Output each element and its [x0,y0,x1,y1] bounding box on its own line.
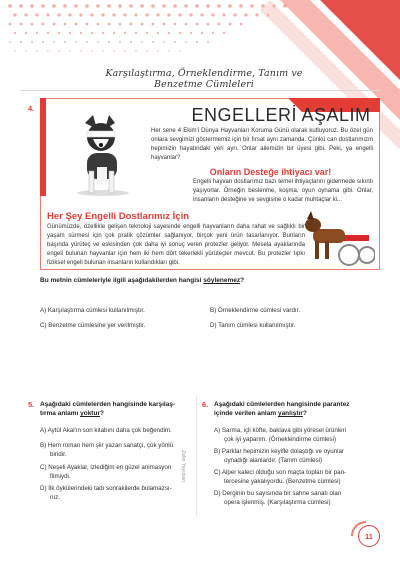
reading-paragraph-3: Günümüzde, özellikle gelişen teknoloji sayesinde engelli hayvanların daha rahat ve sağlıklı bir yaşam sürmesi için çok pratik çözümler sağlanıyor, birçok yeni ürün tasarlanıyor. Bunların başında yürüteç ve eskisinden çok daha iyi sonuç veren protezler geliyor. Mesela ayaklarında engeli bulunan hayvanlar için hem iki hem dört tekerlekli yürüteçler mevcut. Bu protezler tıpkı fiziksel engeli bulunan insanların kullandıkları gibi. [47,224,305,266]
decorative-dot [163,41,165,43]
decorative-dot [86,41,88,43]
q6-option-a[interactable] [214,426,346,444]
q4-option-d[interactable]: D) Tanım cümlesi kullanılmıştır. [210,322,296,329]
decorative-dot [91,32,93,34]
decorative-dot [145,13,148,16]
stem-text: Bu metnin cümleleriyle ilgili aşağıdakilerden hangisi [40,277,204,284]
decorative-dot [200,13,203,16]
decorative-dot [123,13,126,16]
reading-title: ENGELLERİ AŞALIM [191,105,371,125]
decorative-dot [86,23,89,26]
decorative-dot [140,4,144,8]
decorative-dot [223,32,225,34]
question-4-number: 4. [28,104,35,113]
q5-option-b[interactable] [40,441,173,459]
decorative-dot [195,4,199,8]
decorative-dot [97,23,100,26]
decorative-dot [25,32,27,34]
decorative-dot [35,13,38,16]
decorative-dot [80,50,81,51]
stem-punct: ? [240,277,245,284]
decorative-dot [185,41,187,43]
decorative-dot [58,50,59,51]
decorative-dot [129,4,133,8]
decorative-dot [101,13,104,16]
option-line: D) İlk öykülerindeki tadı sonrakilerde bulamazsı- [40,485,172,492]
decorative-dot [201,32,203,34]
stem-line-1: Aşağıdaki cümlelerden hangisinde karşılaş- [40,401,176,408]
decorative-dot [189,13,192,16]
decorative-dot [47,50,48,51]
decorative-dot [124,50,125,51]
decorative-dot [75,41,77,43]
decorative-dot [135,50,136,51]
publisher-vertical-text: Zafer Yayınları [180,450,186,483]
question-6-stem [214,400,384,418]
option-line: tercesine yakalıyordu. (Benzetme cümlesi) [224,478,341,485]
decorative-dot [141,23,144,26]
q4-option-b[interactable]: B) Örneklendirme cümlesi vardır. [210,307,301,314]
decorative-dot [64,41,66,43]
decorative-dot [196,41,198,43]
decorative-dot [53,41,55,43]
decorative-dot [63,4,67,8]
decorative-dot [134,13,137,16]
decorative-dot [184,4,188,8]
reading-subtitle-2: Her Şey Engelli Dostlarımız İçin [47,211,190,222]
decorative-dot [118,4,122,8]
decorative-dot [58,32,60,34]
decorative-dot [156,13,159,16]
decorative-dot [217,4,221,8]
q6-option-b[interactable] [214,447,344,465]
decorative-dot [20,41,22,43]
decorative-dot [146,50,147,51]
decorative-dot [91,50,92,51]
q5-option-c[interactable] [40,463,171,481]
option-line: B) Hem roman hem şiir yazan sanatçı, çok yönlü [40,442,174,449]
decorative-dot [218,23,221,26]
decorative-dot [152,23,155,26]
decorative-dot [14,50,15,51]
page-number: 11 [358,525,380,547]
decorative-dot [80,32,82,34]
decorative-dot [85,4,89,8]
decorative-dot [157,50,158,51]
decorative-dot [250,4,254,8]
decorative-dot [222,13,225,16]
reading-paragraph-1: Her sene 4 Ekim'i Dünya Hayvanları Koruma Günü olarak kutluyoruz. Bu özel gün onlara sevgimizi göstermemiz için bir fırsat aynı zamanda. Çünkü can dostlarımızın hepimizin hayatındaki yeri ayrı. Onlar ailemizin bir üyesi gibi. Peki, ya engelli hayvanlar? [151,128,373,161]
decorative-dot [9,23,12,26]
decorative-dot [190,32,192,34]
q4-option-c[interactable]: C) Benzetme cümlesine yer verilmiştir. [40,322,146,329]
decorative-dot [57,13,60,16]
stem-punct: ? [99,410,104,417]
stem-punct: ? [302,410,307,417]
decorative-dot [233,13,236,16]
decorative-dot [14,32,16,34]
decorative-dot [151,4,155,8]
stem-line-1: Aşağıdaki cümlelerden hangisinde parantez [214,401,350,408]
decorative-dot [69,32,71,34]
decorative-dot [19,4,23,8]
option-line: çok iyi yaparım. (Örneklendirme cümlesi) [224,436,337,443]
decorative-dot [68,13,71,16]
option-line: opera işlenmiş. (Karşılaştırma cümlesi) [224,499,331,506]
decorative-dot [46,13,49,16]
decorative-dot [239,4,243,8]
decorative-dot [178,13,181,16]
decorative-dot [168,32,170,34]
decorative-dot [36,32,38,34]
decorative-dot [31,41,33,43]
decorative-dot [25,50,26,51]
option-line: A) Sarma, içli köfte, baklava gibi yöresel ürünleri [214,427,347,434]
option-line: B) Parklar hepimizin keyifle dolaştığı ve oyunlar [214,448,344,455]
decorative-dot [152,41,154,43]
decorative-dot [157,32,159,34]
decorative-dot [196,23,199,26]
stem-line-2 [40,409,190,418]
option-line: oynadığı alanlardır. (Tanım cümlesi) [224,457,323,464]
decorative-dot [179,32,181,34]
decorative-dot [244,13,247,16]
decorative-dot [24,13,27,16]
option-line: filmiydi. [50,473,71,480]
decorative-dot [130,23,133,26]
decorative-dot [90,13,93,16]
reading-subtitle-1: Onların Desteğe ihtiyacı var! [209,167,332,177]
decorative-dot [135,32,137,34]
decorative-dot [168,50,169,51]
stem-underlined-word: söylenemez [203,277,241,284]
decorative-dot [74,4,78,8]
decorative-dot [206,4,210,8]
option-line: biridir. [50,451,67,458]
stem-underlined-word: yanlıştır [277,410,303,417]
decorative-dot [211,13,214,16]
decorative-dot [229,23,232,26]
decorative-dot [113,32,115,34]
decorative-dot [13,13,16,16]
decorative-dot [79,13,82,16]
decorative-dot [173,4,177,8]
header-divider [20,90,380,91]
decorative-dot [179,50,180,51]
dog-wheelchair-image [305,211,375,267]
decorative-dot [255,13,258,16]
decorative-dot [124,32,126,34]
decorative-dot [212,32,214,34]
decorative-dot [112,13,115,16]
decorative-dot [113,50,114,51]
reading-box [40,98,380,270]
decorative-dot [97,41,99,43]
option-line: C) Alper kaleci olduğu son maçta topları bir pan- [214,469,347,476]
decorative-dot [69,50,70,51]
decorative-dot [108,23,111,26]
decorative-dot [20,23,23,26]
q5-option-d[interactable] [40,484,172,502]
question-5-number: 5. [28,400,35,409]
decorative-dot [42,41,44,43]
decorative-dot [64,23,67,26]
decorative-dot [207,41,209,43]
decorative-dot [162,4,166,8]
decorative-dot [8,4,12,8]
decorative-dot [108,41,110,43]
box-accent-bar [40,98,46,196]
decorative-dot [185,23,188,26]
decorative-dot [163,23,166,26]
option-line: nız. [50,494,60,501]
decorative-dot [240,23,243,26]
decorative-dot [146,32,148,34]
decorative-dot [102,32,104,34]
option-line: C) Neşeli Ayaklar, izlediğim en güzel animasyon [40,464,172,471]
decorative-dot [30,4,34,8]
column-divider [196,396,197,516]
decorative-dot [42,23,45,26]
question-6-number: 6. [202,400,209,409]
q5-option-a[interactable]: A) Aytül Akal'ın son kitabını daha çok beğendim. [40,427,172,434]
decorative-dot [41,4,45,8]
decorative-dot [228,4,232,8]
decorative-dot [36,50,37,51]
decorative-dot [141,41,143,43]
decorative-dot [75,23,78,26]
decorative-dot [174,41,176,43]
stem-line-2 [214,409,384,418]
question-4-stem [40,276,244,285]
dog-with-bandage-image [71,113,131,197]
decorative-dot [167,13,170,16]
decorative-dot [102,50,103,51]
reading-paragraph-2: Engelli hayvan dostlarımız bazı temel ihtiyaçlarını gidermede sıkıntı yaşıyorlar. Örneğin beslenme, koşma, oyun oynama gibi. Onlar, insanların desteğine ve sevgisine o kadar muhtaçlar ki... [193,179,373,203]
decorative-dot [119,23,122,26]
stem-text: içinde verilen anlam [214,410,278,417]
decorative-dot [119,41,121,43]
page-header-title: Karşılaştırma, Örneklendirme, Tanım ve Benzetme Cümleleri [105,68,303,90]
stem-text: tırma anlamı [40,410,81,417]
decorative-dot [207,23,210,26]
decorative-dot [53,23,56,26]
q4-option-a[interactable]: A) Karşılaştırma cümlesi kullanılmıştır. [40,307,145,314]
decorative-dot [31,23,34,26]
decorative-dot [96,4,100,8]
option-line: D) Derginin bu sayısında bir sahne sanatı olan [214,490,342,497]
decorative-dot [130,41,132,43]
decorative-dot [174,23,177,26]
question-5-stem [40,400,190,418]
decorative-dot [9,41,11,43]
decorative-dot [107,4,111,8]
decorative-dot [52,4,56,8]
stem-underlined-word: yoktur [80,410,100,417]
decorative-dot [47,32,49,34]
q6-option-c[interactable] [214,468,346,486]
q6-option-d[interactable] [214,489,341,507]
